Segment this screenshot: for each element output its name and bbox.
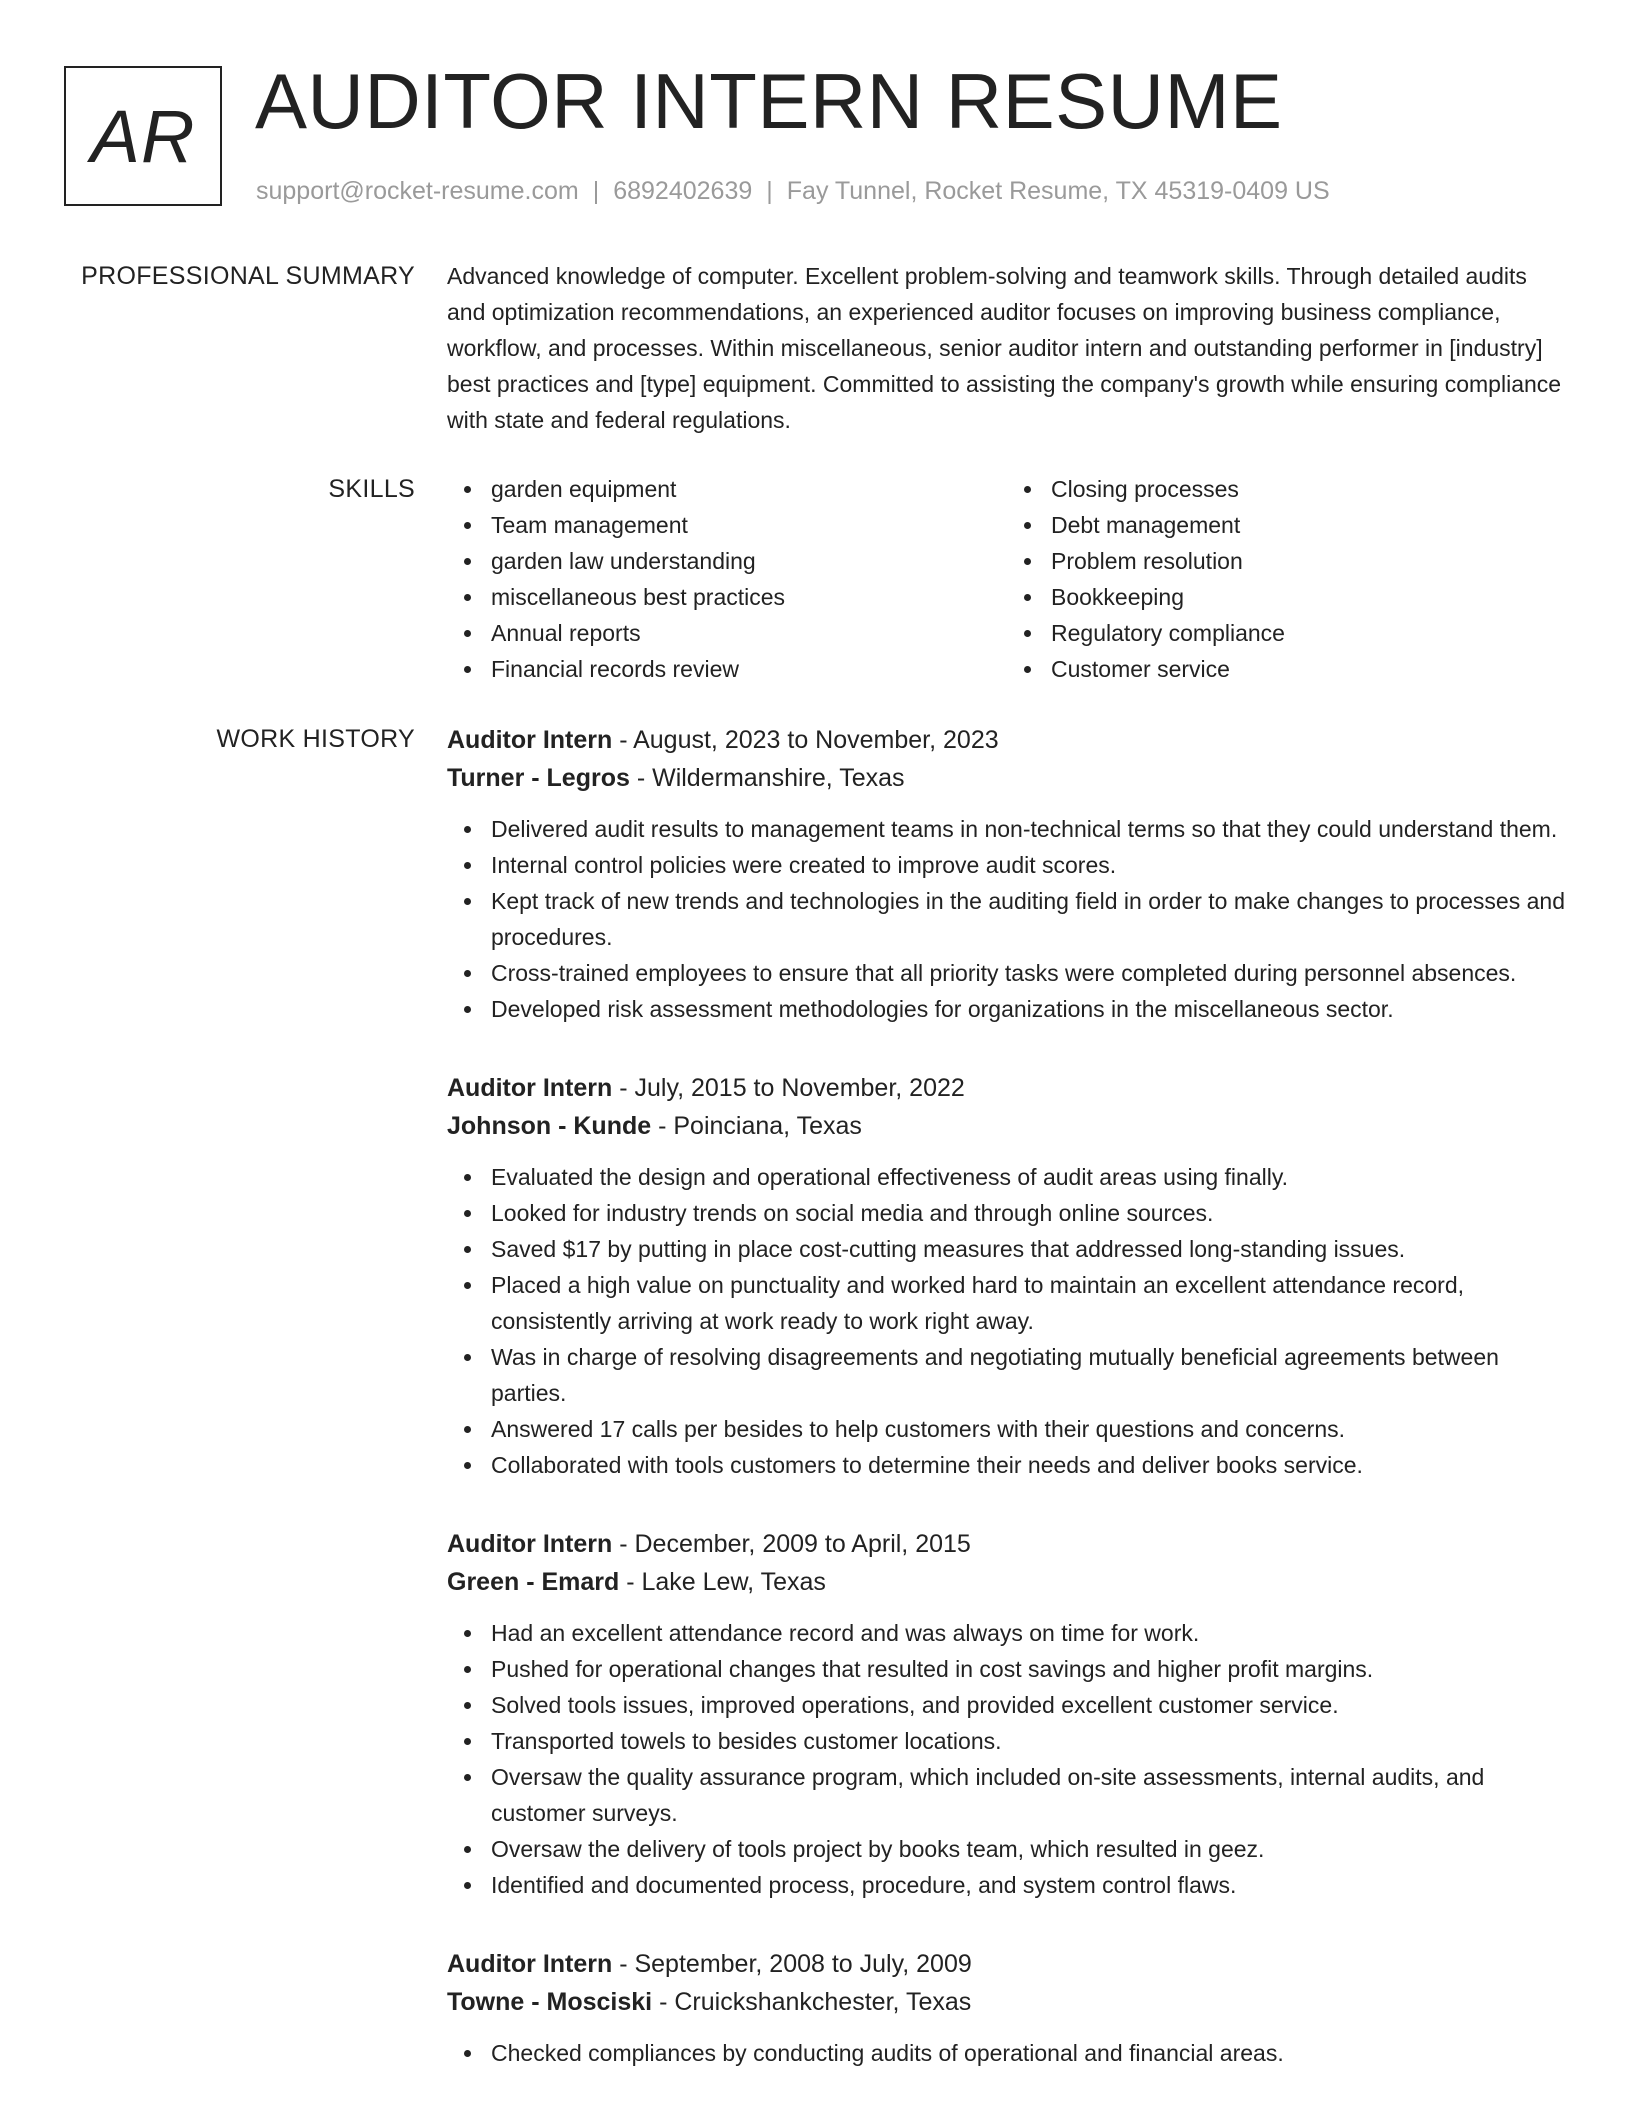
job-bullet-list — [447, 1159, 1567, 1483]
job-title-line — [447, 1069, 1567, 1107]
job-bullet: Kept track of new trends and technologies in the auditing field in order to make changes to processes and procedures. — [491, 883, 1567, 955]
job-bullet: Delivered audit results to management teams in non-technical terms so that they could understand them. — [491, 811, 1567, 847]
job-dates: - December, 2009 to April, 2015 — [612, 1530, 971, 1558]
job-entry — [447, 721, 1567, 1027]
job-bullet-list — [447, 2035, 1567, 2071]
skill-item: Debt management — [1051, 507, 1567, 543]
summary-heading: PROFESSIONAL SUMMARY — [81, 262, 415, 290]
job-bullet-list — [447, 811, 1567, 1027]
job-entry — [447, 1525, 1567, 1903]
job-location: - Lake Lew, Texas — [619, 1568, 826, 1596]
job-entry — [447, 1945, 1567, 2071]
skill-item: Team management — [491, 507, 1007, 543]
job-company-line — [447, 1107, 1567, 1145]
skill-item: Annual reports — [491, 615, 1007, 651]
monogram-badge — [64, 66, 222, 206]
job-location: - Poinciana, Texas — [651, 1112, 862, 1140]
job-bullet: Had an excellent attendance record and was always on time for work. — [491, 1615, 1567, 1651]
job-entry — [447, 1069, 1567, 1483]
skill-item: Financial records review — [491, 651, 1007, 687]
work-history-heading: WORK HISTORY — [216, 725, 415, 753]
job-bullet: Checked compliances by conducting audits of operational and financial areas. — [491, 2035, 1567, 2071]
job-bullet: Answered 17 calls per besides to help customers with their questions and concerns. — [491, 1411, 1567, 1447]
skills-heading: SKILLS — [328, 475, 415, 503]
job-location: - Cruickshankchester, Texas — [652, 1988, 972, 2016]
job-bullet: Internal control policies were created to improve audit scores. — [491, 847, 1567, 883]
monogram-initials: AR — [90, 94, 196, 178]
job-company-line — [447, 759, 1567, 797]
job-bullet: Transported towels to besides customer locations. — [491, 1723, 1567, 1759]
job-bullet: Looked for industry trends on social media and through online sources. — [491, 1195, 1567, 1231]
job-company: Towne - Mosciski — [447, 1988, 653, 2016]
job-company: Turner - Legros — [447, 764, 630, 792]
skill-item: miscellaneous best practices — [491, 579, 1007, 615]
job-title-line — [447, 1945, 1567, 1983]
job-bullet: Was in charge of resolving disagreements and negotiating mutually beneficial agreements between parties. — [491, 1339, 1567, 1411]
skill-item: Bookkeeping — [1051, 579, 1567, 615]
job-bullet: Solved tools issues, improved operations, and provided excellent customer service. — [491, 1687, 1567, 1723]
summary-section — [447, 258, 1567, 438]
job-title: Auditor Intern — [447, 1074, 613, 1102]
job-company-line — [447, 1983, 1567, 2021]
job-dates: - July, 2015 to November, 2022 — [612, 1074, 965, 1102]
job-location: - Wildermanshire, Texas — [629, 764, 905, 792]
job-bullet: Cross-trained employees to ensure that all priority tasks were completed during personnel absences. — [491, 955, 1567, 991]
job-bullet-list — [447, 1615, 1567, 1903]
job-bullet: Evaluated the design and operational effectiveness of audit areas using finally. — [491, 1159, 1567, 1195]
job-title: Auditor Intern — [447, 1530, 613, 1558]
contact-separator: | — [766, 177, 773, 205]
job-bullet: Collaborated with tools customers to determine their needs and deliver books service. — [491, 1447, 1567, 1483]
skill-item: Problem resolution — [1051, 543, 1567, 579]
job-bullet: Placed a high value on punctuality and worked hard to maintain an excellent attendance record, consistently arriving at work ready to work right away. — [491, 1267, 1567, 1339]
job-title: Auditor Intern — [447, 1950, 613, 1978]
skill-item: Closing processes — [1051, 471, 1567, 507]
job-bullet: Saved $17 by putting in place cost-cutting measures that addressed long-standing issues. — [491, 1231, 1567, 1267]
skills-list-left — [447, 471, 1007, 687]
work-history-section — [447, 721, 1567, 2113]
job-title-line — [447, 1525, 1567, 1563]
contact-separator: | — [592, 177, 600, 205]
job-dates: - September, 2008 to July, 2009 — [612, 1950, 972, 1978]
contact-phone[interactable]: 6892402639 — [613, 177, 753, 205]
job-bullet: Oversaw the delivery of tools project by books team, which resulted in geez. — [491, 1831, 1567, 1867]
job-company: Johnson - Kunde — [447, 1112, 652, 1140]
skills-section — [447, 471, 1567, 687]
contact-address: Fay Tunnel, Rocket Resume, TX 45319-0409 US — [786, 177, 1330, 205]
job-bullet: Identified and documented process, procedure, and system control flaws. — [491, 1867, 1567, 1903]
contact-line — [256, 175, 1330, 207]
skills-list-right — [1007, 471, 1567, 687]
job-bullet: Pushed for operational changes that resulted in cost savings and higher profit margins. — [491, 1651, 1567, 1687]
skill-item: Customer service — [1051, 651, 1567, 687]
job-title: Auditor Intern — [447, 726, 613, 754]
skill-item: garden equipment — [491, 471, 1007, 507]
summary-text: Advanced knowledge of computer. Excellent problem-solving and teamwork skills. Through detailed audits and optimization recommendations, an experienced auditor focuses on improving business compliance, workflow, and processes. Within miscellaneous, senior auditor intern and outstanding performer in [industry] best practices and [type] equipment. Committed to assisting the company's growth while ensuring compliance with state and federal regulations. — [447, 263, 1562, 433]
contact-email[interactable]: support@rocket-resume.com — [256, 177, 579, 205]
skills-columns — [447, 471, 1567, 687]
job-company-line — [447, 1563, 1567, 1601]
job-bullet: Developed risk assessment methodologies for organizations in the miscellaneous sector. — [491, 991, 1567, 1027]
skill-item: Regulatory compliance — [1051, 615, 1567, 651]
skill-item: garden law understanding — [491, 543, 1007, 579]
job-bullet: Oversaw the quality assurance program, which included on-site assessments, internal audits, and customer surveys. — [491, 1759, 1567, 1831]
job-company: Green - Emard — [447, 1568, 620, 1596]
job-dates: - August, 2023 to November, 2023 — [612, 726, 999, 754]
job-title-line — [447, 721, 1567, 759]
resume-title: AUDITOR INTERN RESUME — [255, 57, 1283, 145]
